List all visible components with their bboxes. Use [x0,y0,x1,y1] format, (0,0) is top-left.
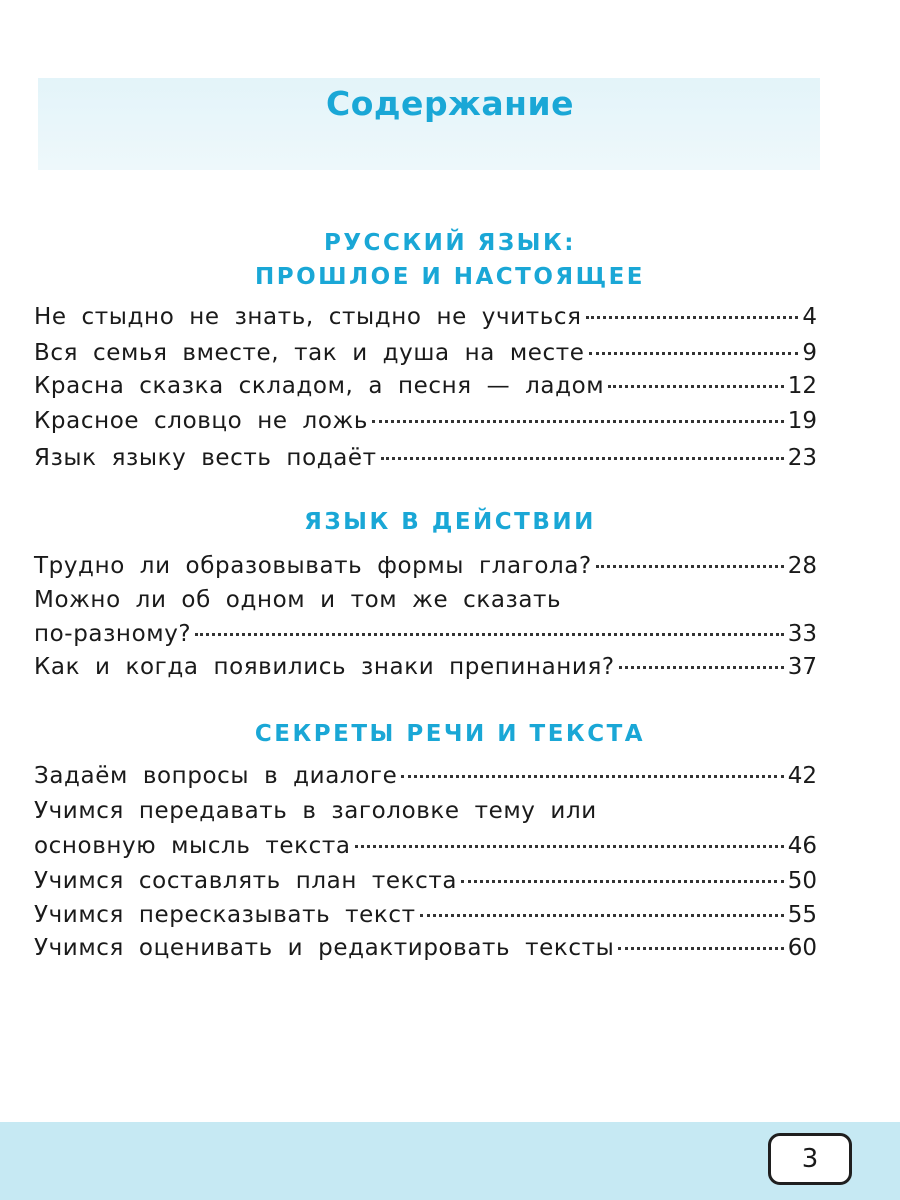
toc-entry-page: 46 [787,833,817,859]
toc-entry-page: 9 [802,340,817,366]
leader-dots [381,457,784,460]
toc-entry-page: 60 [787,935,817,961]
toc-entry-title: Трудно ли образовывать формы глагола? [34,553,592,579]
toc-entry[interactable] [34,300,817,334]
section-heading-russian-language: РУССКИЙ ЯЗЫК: [323,230,577,256]
leader-dots [589,352,799,355]
leader-dots [461,880,784,883]
toc-entry-title: Учимся пересказывать текст [34,902,416,928]
leader-dots [195,633,784,636]
toc-entry[interactable] [34,898,817,932]
toc-entry-page: 37 [787,654,817,680]
leader-dots [596,565,784,568]
toc-entry-page: 23 [787,445,817,471]
toc-entry-title-line1[interactable]: Учимся передавать в заголовке тему или [34,798,597,824]
toc-entry-title-line2: основную мысль текста [34,833,351,859]
toc-entry-title: Учимся оценивать и редактировать тексты [34,935,615,961]
toc-entry[interactable] [34,650,817,684]
toc-entry[interactable] [34,931,817,965]
leader-dots [355,845,784,848]
toc-entry-page: 28 [787,553,817,579]
toc-entry[interactable] [34,404,817,438]
leader-dots [619,666,784,669]
toc-entry[interactable] [34,369,817,403]
bottom-band [0,1122,900,1200]
toc-entry[interactable] [34,759,817,793]
toc-entry-page: 19 [787,408,817,434]
toc-entry[interactable] [34,864,817,898]
toc-entry[interactable] [34,336,817,370]
toc-entry[interactable] [34,829,817,863]
toc-entry-title: Как и когда появились знаки препинания? [34,654,615,680]
section-heading-speech-and-text: СЕКРЕТЫ РЕЧИ И ТЕКСТА [254,721,646,747]
toc-entry-title: Язык языку весть подаёт [34,445,377,471]
toc-entry-title: Красное словцо не ложь [34,408,368,434]
toc-entry-title: Не стыдно не знать, стыдно не учиться [34,304,582,330]
toc-entry-title: Красна сказка складом, а песня — ладом [34,373,605,399]
toc-entry-title: Задаём вопросы в диалоге [34,763,398,789]
leader-dots [401,775,783,778]
toc-entry-title: Вся семья вместе, так и душа на месте [34,340,585,366]
page-number: 3 [768,1133,852,1185]
section-heading-russian-language-line2: ПРОШЛОЕ И НАСТОЯЩЕЕ [255,264,645,290]
toc-entry[interactable] [34,549,817,583]
toc-entry-title: Учимся составлять план текста [34,868,458,894]
toc-entry[interactable] [34,441,817,475]
leader-dots [372,420,784,423]
toc-entry-page: 12 [787,373,817,399]
toc-entry-page: 4 [802,304,817,330]
toc-entry-title-line2: по-разному? [34,621,192,647]
section-heading-language-in-action: ЯЗЫК В ДЕЙСТВИИ [304,509,596,535]
toc-entry-page: 50 [787,868,817,894]
page-title: Содержание [326,84,574,123]
toc-entry-page: 55 [787,902,817,928]
leader-dots [420,914,784,917]
toc-entry[interactable] [34,617,817,651]
leader-dots [618,947,783,950]
toc-entry-title-line1[interactable]: Можно ли об одном и том же сказать [34,587,562,613]
leader-dots [608,385,784,388]
toc-entry-page: 42 [787,763,817,789]
leader-dots [586,316,799,319]
toc-entry-page: 33 [787,621,817,647]
